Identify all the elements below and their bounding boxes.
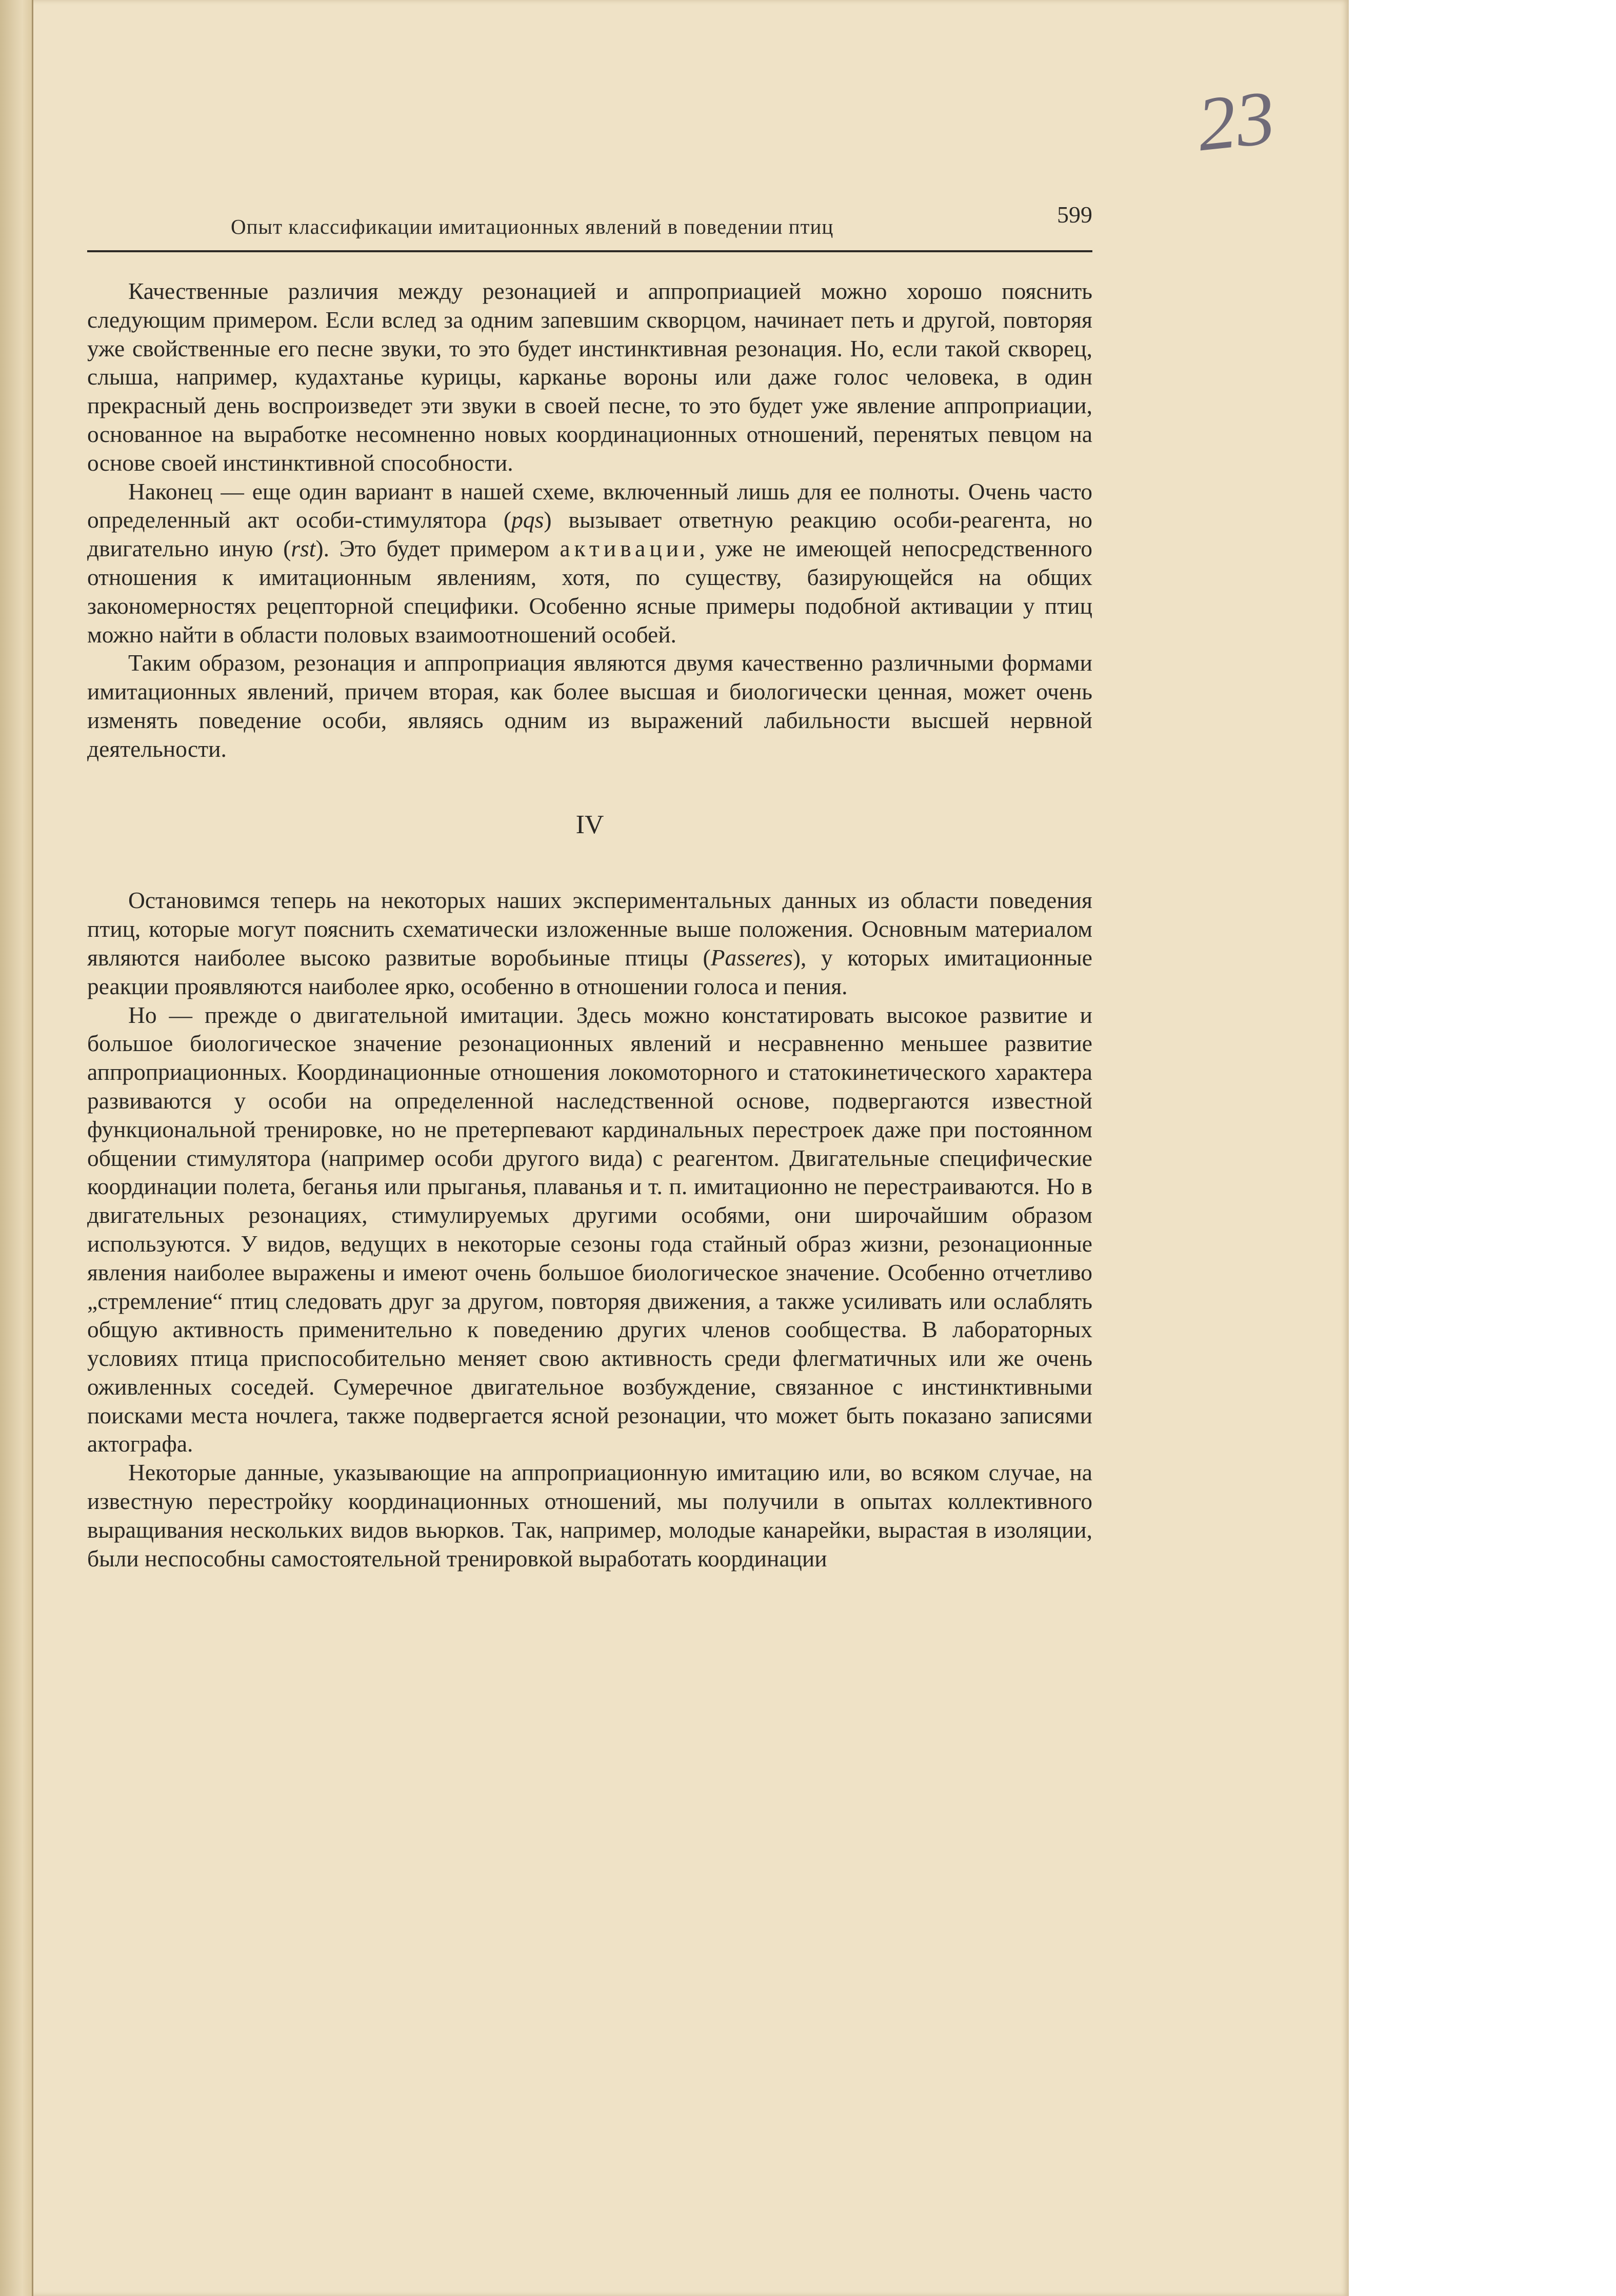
body-text xyxy=(87,277,1092,1573)
page-number: 599 xyxy=(1057,202,1092,228)
paragraph-appropriation-evidence: Некоторые данные, указывающие на аппроприационную имитацию или, во всяком случае, на известную перестройку координационных отношений, мы получили в опытах коллективного выращивания нескольких видов вьюрков. Так, например, молодые канарейки, вырастая в изоляции, были неспособны самостоятельной тренировкой выработать координации xyxy=(87,1459,1092,1572)
paragraph-activation: Наконец — еще один вариант в нашей схеме, включенный лишь для ее полноты. Очень часто определенный акт особи-стимулятора (pqs) вызывает ответную реакцию особи-реагента, но двигательно иную (rst). Это будет примером активации, уже не имеющей непосредственного отношения к имитационным явлениям, хотя, по существу, базирующейся на общих закономерностях рецепторной специфики. Особенно ясные примеры подобной активации у птиц можно найти в области половых взаимоотношений особей. xyxy=(87,478,1093,648)
paragraph-resonance-vs-appropriation: Качественные различия между резонацией и аппроприацией можно хорошо пояснить следующим примером. Если вслед за одним запевшим скворцом, начинает петь и другой, повторяя уже свойственные его песне звуки, то это будет инстинктивная резонация. Но, если такой скворец, слыша, например, кудахтанье курицы, карканье вороны или даже голос человека, в один прекрасный день воспроизведет эти звуки в своей песне, то это будет уже явление аппроприации, основанное на выработке несомненно новых координационных отношений, перенятых певцом на основе своей инстинктивной способности. xyxy=(87,278,1092,476)
paragraph-experimental-data: Остановимся теперь на некоторых наших экспериментальных данных из области поведения птиц, которые могут пояснить схематически изложенные выше положения. Основным материалом являются наиболее высоко развитые воробьиные птицы (Passeres), у которых имитационные реакции проявляются наиболее ярко, особенно в отношении голоса и пения. xyxy=(87,887,1092,999)
term-pqs: pqs xyxy=(511,507,544,533)
term-rst: rst xyxy=(291,535,316,562)
paragraph-conclusion: Таким образом, резонация и аппроприация являются двумя качественно различными формами имитационных явлений, причем вторая, как более высшая и биологически ценная, может очень изменять поведение особи, являясь одним из выражений лабильности высшей нервной деятельности. xyxy=(87,650,1092,762)
term-activation: активации xyxy=(560,535,700,562)
handwritten-folio-number: 23 xyxy=(1193,74,1279,168)
previous-page-edge xyxy=(0,0,33,2296)
paragraph-motor-imitation: Но — прежде о двигательной имитации. Здесь можно констатировать высокое развитие и большое биологическое значение резонационных явлений и несравненно меньшее развитие аппроприационных. Координационные отношения локомоторного и статокинетического характера развиваются у особи на определенной наследственной основе, подвергаются известной функциональной тренировке, но не претерпевают кардинальных перестроек даже при постоянном общении стимулятора (например особи другого вида) с реагентом. Двигательные специфические координации полета, беганья или прыганья, плаванья и т. п. имитационно не перестраиваются. Но в двигательных резонациях, стимулируемых другими особями, они широчайшим образом используются. У видов, ведущих в некоторые сезоны года стайный образ жизни, резонационные явления наиболее выражены и имеют очень большое биологическое значение. Особенно отчетливо „стремление“ птиц следовать друг за другом, повторяя движения, а также усиливать или ослаблять общую активность применительно к поведению других членов сообщества. В лабораторных условиях птица приспособительно меняет свою активность среди флегматичных или же очень оживленных соседей. Сумеречное двигательное возбуждение, связанное с инстинктивными поисками места ночлега, также подвергается ясной резонации, что может быть показано записями актографа. xyxy=(87,1001,1092,1457)
running-title: Опыт классификации имитационных явлений в поведении птиц xyxy=(231,215,834,238)
section-heading-iv: IV xyxy=(575,810,604,839)
term-passeres: Passeres xyxy=(710,944,793,971)
running-header xyxy=(87,194,1092,252)
